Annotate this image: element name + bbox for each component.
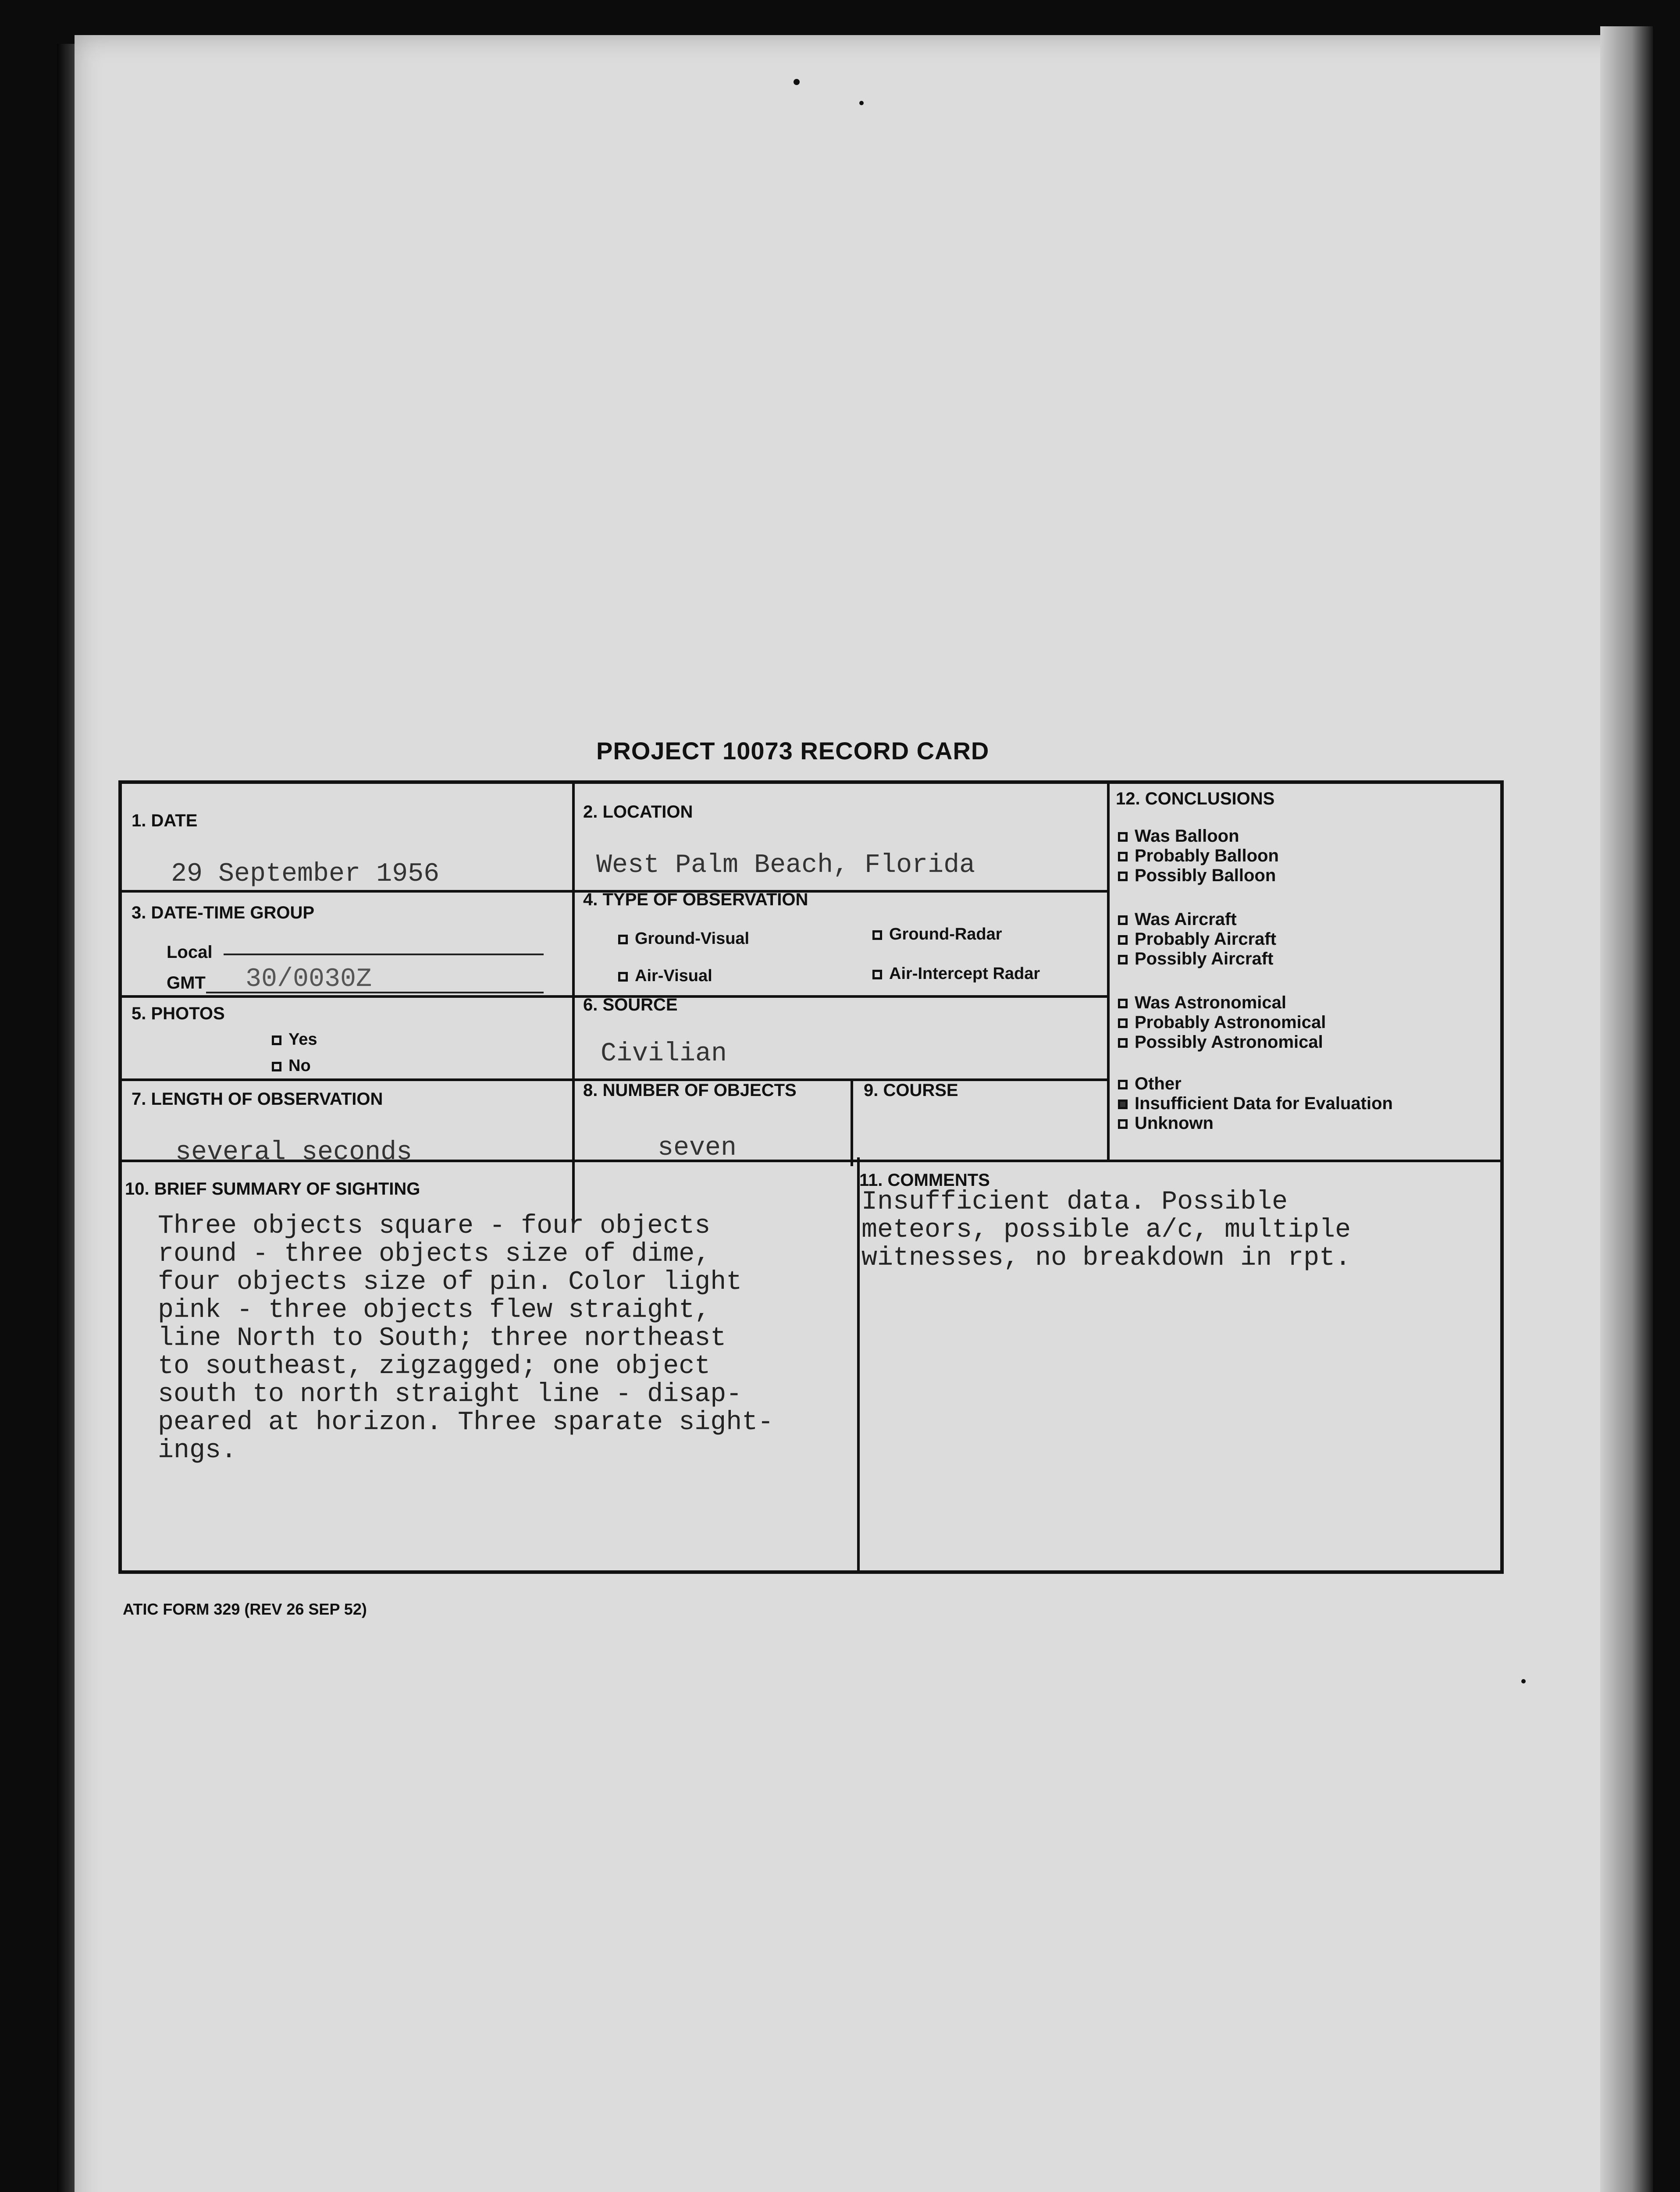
conclusion-probably-astronomical: Probably Astronomical <box>1118 1013 1326 1032</box>
checkbox-icon <box>1118 915 1128 925</box>
comments-text: Insufficient data. Possible meteors, possible a/c, multiple witnesses, no breakdown in rpt. <box>861 1187 1351 1273</box>
grid-line <box>857 1157 860 1574</box>
checkbox-checked-icon <box>1118 1100 1128 1109</box>
date-time-group-label: 3. DATE-TIME GROUP <box>132 903 315 922</box>
conclusion-probably-balloon: Probably Balloon <box>1118 846 1279 866</box>
course-label: 9. COURSE <box>864 1081 958 1100</box>
location-value: West Palm Beach, Florida <box>596 850 975 880</box>
option-photos-no: No <box>272 1057 311 1075</box>
form-id: ATIC FORM 329 (REV 26 SEP 52) <box>123 1600 367 1618</box>
checkbox-icon <box>1118 1038 1128 1048</box>
conclusion-other: Other <box>1118 1074 1182 1094</box>
length-of-observation-label: 7. LENGTH OF OBSERVATION <box>132 1089 383 1109</box>
checkbox-icon <box>272 1036 281 1045</box>
checkbox-icon <box>1118 852 1128 861</box>
scan-speck <box>794 79 800 85</box>
option-air-visual: Air-Visual <box>618 967 712 986</box>
page-right-edge <box>1600 26 1653 2192</box>
checkbox-icon <box>1118 832 1128 842</box>
number-of-objects-label: 8. NUMBER OF OBJECTS <box>583 1081 797 1100</box>
checkbox-icon <box>1118 999 1128 1008</box>
gmt-label: GMT <box>167 973 206 993</box>
conclusions-label: 12. CONCLUSIONS <box>1116 789 1275 808</box>
source-label: 6. SOURCE <box>583 995 678 1014</box>
checkbox-icon <box>272 1062 281 1071</box>
summary-text: Three objects square - four objects round - three objects size of dime, four objects size of pin. Color light pink - three objects flew straight, line North to South; three northeast to southeast, zigzagged; one object south to north straight line - disap- peared at horizon. Three sparate sight- ings. <box>158 1211 774 1466</box>
conclusion-was-aircraft: Was Aircraft <box>1118 910 1237 929</box>
checkbox-icon <box>618 972 628 982</box>
card-title: PROJECT 10073 RECORD CARD <box>596 737 989 765</box>
checkbox-icon <box>618 935 628 944</box>
location-label: 2. LOCATION <box>583 802 693 822</box>
conclusion-possibly-astronomical: Possibly Astronomical <box>1118 1032 1323 1052</box>
option-ground-radar: Ground-Radar <box>872 925 1002 944</box>
photos-label: 5. PHOTOS <box>132 1004 225 1023</box>
option-ground-visual: Ground-Visual <box>618 929 749 948</box>
number-of-objects-value: seven <box>658 1133 737 1163</box>
option-photos-yes: Yes <box>272 1030 317 1049</box>
checkbox-icon <box>1118 955 1128 964</box>
local-underline <box>224 954 544 955</box>
grid-line <box>572 783 575 1223</box>
date-value: 29 September 1956 <box>171 859 440 889</box>
checkbox-icon <box>1118 1080 1128 1089</box>
conclusion-unknown: Unknown <box>1118 1114 1214 1133</box>
conclusion-was-astronomical: Was Astronomical <box>1118 993 1286 1013</box>
summary-label: 10. BRIEF SUMMARY OF SIGHTING <box>125 1179 420 1199</box>
gmt-value: 30/0030Z <box>246 964 372 994</box>
option-air-intercept-radar: Air-Intercept Radar <box>872 964 1040 983</box>
conclusion-possibly-aircraft: Possibly Aircraft <box>1118 949 1273 969</box>
checkbox-icon <box>1118 935 1128 945</box>
checkbox-icon <box>1118 1018 1128 1028</box>
date-label: 1. DATE <box>132 811 198 830</box>
scan-speck <box>1521 1679 1526 1683</box>
scan-speck <box>859 101 864 105</box>
checkbox-icon <box>872 930 882 940</box>
type-of-observation-label: 4. TYPE OF OBSERVATION <box>583 890 808 909</box>
comments-label: 11. COMMENTS <box>859 1171 990 1190</box>
conclusion-insufficient-data: Insufficient Data for Evaluation <box>1118 1094 1393 1114</box>
conclusion-possibly-balloon: Possibly Balloon <box>1118 866 1276 886</box>
local-label: Local <box>167 943 213 962</box>
length-of-observation-value: several seconds <box>175 1138 413 1167</box>
conclusion-probably-aircraft: Probably Aircraft <box>1118 929 1276 949</box>
checkbox-icon <box>1118 1119 1128 1129</box>
checkbox-icon <box>872 970 882 979</box>
grid-line <box>851 1078 853 1166</box>
source-value: Civilian <box>601 1039 727 1069</box>
grid-line <box>1107 783 1110 1160</box>
conclusion-was-balloon: Was Balloon <box>1118 826 1239 846</box>
checkbox-icon <box>1118 872 1128 881</box>
